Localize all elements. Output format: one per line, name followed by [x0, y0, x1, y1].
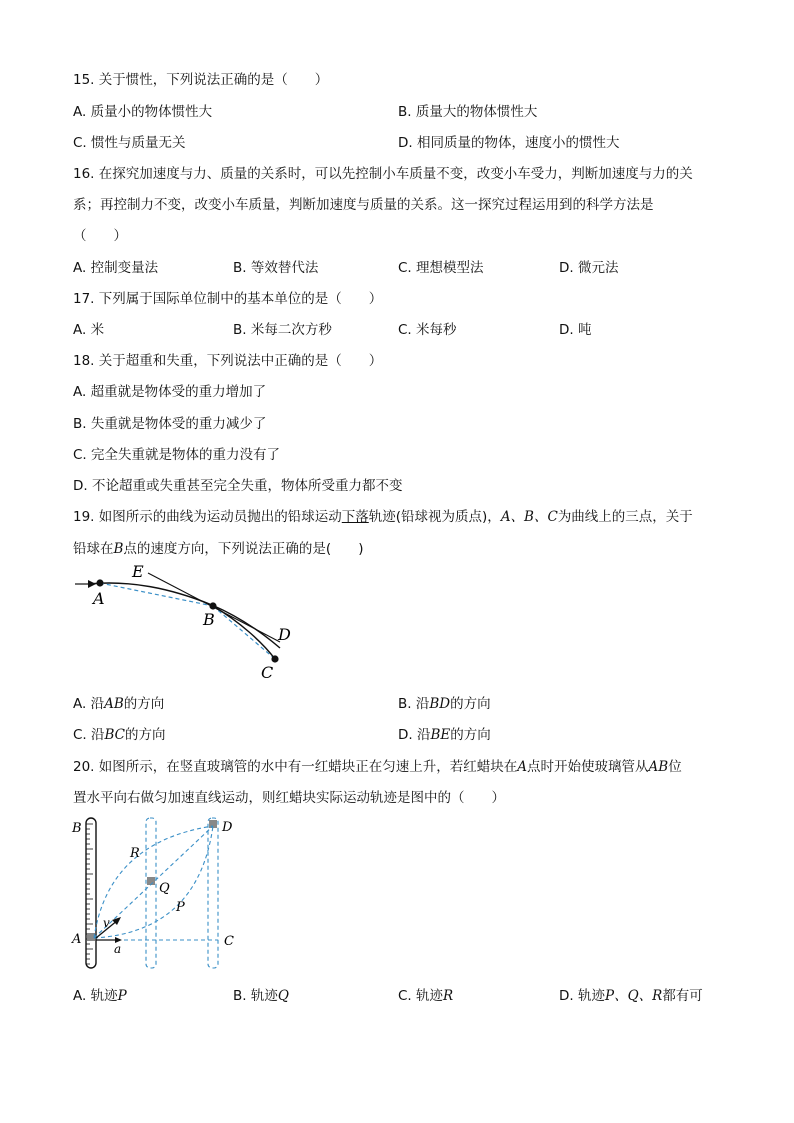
label-d: D — [278, 625, 291, 644]
q18-option-b: B. 失重就是物体受的重力减少了 — [73, 416, 267, 432]
q20-stem-line2: 置水平向右做匀加速直线运动，则红蜡块实际运动轨迹是图中的（ ） — [73, 790, 505, 806]
curve-to-c — [213, 606, 275, 659]
q15-option-a: A. 质量小的物体惯性大 — [73, 104, 213, 120]
q16-option-c: C. 理想模型法 — [398, 260, 484, 276]
tube-copy-middle — [146, 818, 156, 968]
q15-stem: 15. 关于惯性，下列说法正确的是（ ） — [73, 72, 329, 88]
label-a: A — [93, 589, 105, 608]
q20-tube-figure — [68, 812, 248, 974]
q18-option-d: D. 不论超重或失重甚至完全失重，物体所受重力都不变 — [73, 478, 403, 494]
label-c: C — [261, 663, 274, 682]
point-b — [209, 602, 216, 609]
label-e: E — [132, 562, 144, 581]
label-b: B — [72, 821, 82, 836]
q20-option-d: D. 轨迹P、Q、R都有可 — [559, 988, 703, 1004]
chord-bc — [213, 606, 275, 659]
q16-stem-line2: 系；再控制力不变，改变小车质量，判断加速度与质量的关系。这一探究过程运用到的科学方法是 — [73, 197, 654, 213]
q18-option-a: A. 超重就是物体受的重力增加了 — [73, 384, 267, 400]
glass-tube — [86, 818, 96, 968]
label-r: R — [130, 846, 140, 861]
label-a: A — [72, 932, 82, 947]
label-d: D — [222, 820, 233, 835]
label-v: v — [103, 916, 110, 930]
chord-ab — [100, 583, 213, 606]
label-c: C — [224, 934, 234, 949]
q19-stem-line1: 19. 如图所示的曲线为运动员抛出的铅球运动下落轨迹(铅球视为质点)，A、B、C为曲线上的三点，关于 — [73, 509, 693, 525]
q15-option-b: B. 质量大的物体惯性大 — [398, 104, 538, 120]
q17-stem: 17. 下列属于国际单位制中的基本单位的是（ ） — [73, 291, 383, 307]
q20-option-a: A. 轨迹P — [73, 988, 127, 1004]
point-c — [271, 655, 278, 662]
q16-option-d: D. 微元法 — [559, 260, 619, 276]
q19-option-b: B. 沿BD的方向 — [398, 696, 491, 712]
tube-copy-right — [208, 818, 218, 968]
q19-trajectory-figure — [70, 560, 310, 685]
point-a — [96, 579, 103, 586]
q18-option-c: C. 完全失重就是物体的重力没有了 — [73, 447, 281, 463]
q19-option-d: D. 沿BE的方向 — [398, 727, 491, 743]
q20-option-c: C. 轨迹R — [398, 988, 454, 1004]
q19-underlined-word: 下落 — [341, 509, 369, 525]
q20-option-b: B. 轨迹Q — [233, 988, 289, 1004]
q19-option-c: C. 沿BC的方向 — [73, 727, 166, 743]
label-p: P — [176, 900, 185, 915]
q20-stem-line1: 20. 如图所示，在竖直玻璃管的水中有一红蜡块正在匀速上升，若红蜡块在A点时开始使玻璃管从AB位 — [73, 759, 682, 775]
label-acc: a — [114, 942, 122, 956]
q19-stem-line2: 铅球在B点的速度方向，下列说法正确的是( ) — [73, 541, 364, 557]
q18-stem: 18. 关于超重和失重，下列说法中正确的是（ ） — [73, 353, 383, 369]
q16-stem-line1: 16. 在探究加速度与力、质量的关系时，可以先控制小车质量不变，改变小车受力，判断加速度与力的关 — [73, 166, 693, 182]
q15-option-c: C. 惯性与质量无关 — [73, 135, 186, 151]
q19-option-a: A. 沿AB的方向 — [73, 696, 165, 712]
q17-option-d: D. 吨 — [559, 322, 592, 338]
q17-option-a: A. 米 — [73, 322, 105, 338]
label-b: B — [203, 610, 215, 629]
wax-block-d — [209, 820, 217, 828]
q16-stem-line3: （ ） — [73, 228, 127, 244]
label-q: Q — [159, 881, 170, 896]
q16-option-b: B. 等效替代法 — [233, 260, 319, 276]
q17-option-c: C. 米每秒 — [398, 322, 457, 338]
q15-option-d: D. 相同质量的物体，速度小的惯性大 — [398, 135, 620, 151]
q16-option-a: A. 控制变量法 — [73, 260, 159, 276]
q17-option-b: B. 米每二次方秒 — [233, 322, 332, 338]
